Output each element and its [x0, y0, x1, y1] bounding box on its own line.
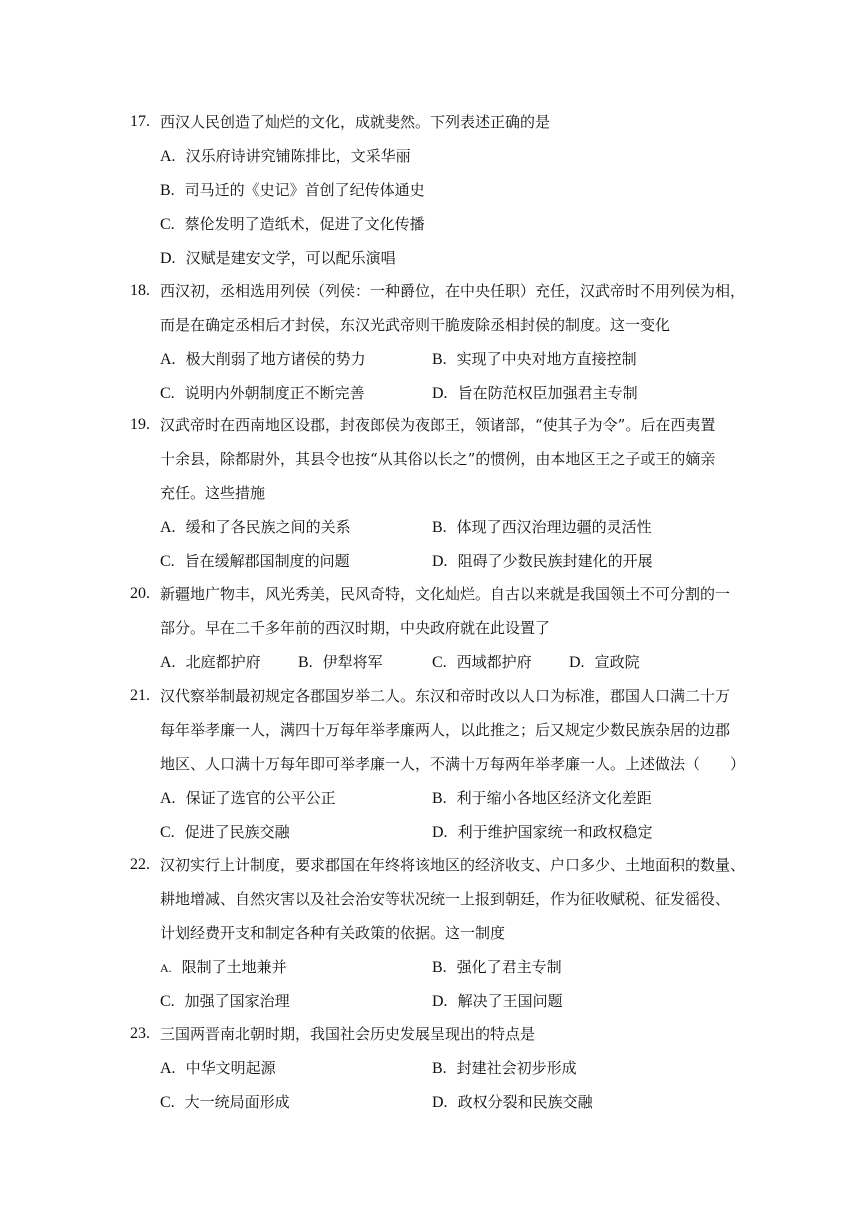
option-letter: D.	[432, 824, 448, 841]
option-b	[432, 517, 652, 538]
option-text: 宣政院	[594, 653, 640, 671]
option-letter: A.	[160, 790, 176, 807]
option-letter: D.	[160, 250, 176, 267]
question-stem: 每年举孝廉一人，满四十万每年举孝廉两人，以此推之；后又规定少数民族杂居的边郡	[160, 721, 731, 739]
option-c	[160, 383, 365, 404]
option-letter: C.	[160, 1094, 175, 1111]
option-text: 加强了国家治理	[184, 992, 290, 1010]
option-text: 保证了选官的公平公正	[185, 789, 336, 807]
option-text: 强化了君主专制	[456, 958, 562, 976]
question-stem: 汉代察举制最初规定各郡国岁举二人。东汉和帝时改以人口为标准，郡国人口满二十万	[160, 687, 731, 705]
question-stem: 新疆地广物丰，风光秀美，民风奇特，文化灿烂。自古以来就是我国领土不可分割的一	[160, 585, 731, 603]
option-text: 中华文明起源	[185, 1059, 276, 1077]
option-letter: D.	[432, 1094, 448, 1111]
option-b	[432, 788, 652, 809]
option-letter: B.	[432, 1060, 447, 1077]
question-stem: 西汉初，丞相选用列侯（列侯：一种爵位，在中央任职）充任，汉武帝时不用列侯为相，	[160, 282, 746, 300]
option-a	[160, 1058, 276, 1079]
option-text: 限制了土地兼并	[181, 958, 287, 976]
option-text: 旨在缓解郡国制度的问题	[184, 552, 350, 570]
option-letter: D.	[432, 553, 448, 570]
question-stem: 充任。这些措施	[160, 484, 266, 502]
question-stem: 十余县，除都尉外，其县令也按“从其俗以长之”的惯例，由本地区王之子或王的嫡亲	[160, 450, 716, 468]
option-d	[160, 248, 396, 269]
option-letter: C.	[160, 216, 175, 233]
option-b	[432, 957, 562, 978]
option-text: 蔡伦发明了造纸术，促进了文化传播	[184, 215, 425, 233]
option-d	[432, 822, 653, 843]
question-number: 17.	[130, 113, 150, 130]
option-text: 阻碍了少数民族封建化的开展	[457, 552, 653, 570]
option-c	[432, 652, 532, 673]
option-letter: C.	[160, 553, 175, 570]
option-a	[160, 517, 351, 538]
option-d	[432, 383, 638, 404]
option-letter: D.	[432, 385, 448, 402]
option-letter: C.	[160, 824, 175, 841]
option-c	[160, 1092, 290, 1113]
option-d	[432, 991, 563, 1012]
option-text: 伊犁将军	[322, 653, 383, 671]
option-letter: A.	[160, 654, 176, 671]
option-letter: B.	[432, 959, 447, 976]
option-b	[160, 180, 425, 201]
option-c	[160, 551, 350, 572]
question-stem: 地区、人口满十万每年即可举孝廉一人，不满十万每两年举孝廉一人。上述做法（ ）	[160, 755, 746, 773]
question-stem: 耕地增减、自然灾害以及社会治安等状况统一上报到朝廷，作为征收赋税、征发徭役、	[160, 890, 731, 908]
question-stem: 而是在确定丞相后才封侯，东汉光武帝则干脆废除丞相封侯的制度。这一变化	[160, 316, 671, 334]
option-letter: D.	[432, 993, 448, 1010]
option-a	[160, 652, 261, 673]
question-number: 22.	[130, 856, 150, 873]
question-number: 19.	[130, 416, 150, 433]
option-letter: D.	[569, 654, 585, 671]
option-a	[160, 349, 366, 370]
option-text: 促进了民族交融	[184, 823, 290, 841]
option-text: 说明内外朝制度正不断完善	[184, 384, 365, 402]
option-letter: A.	[160, 961, 172, 975]
option-letter: A.	[160, 351, 176, 368]
option-letter: B.	[432, 519, 447, 536]
question-number: 23.	[130, 1025, 150, 1042]
question-stem: 西汉人民创造了灿烂的文化，成就斐然。下列表述正确的是	[160, 113, 551, 131]
option-text: 利于维护国家统一和政权稳定	[457, 823, 653, 841]
option-text: 缓和了各民族之间的关系	[185, 518, 351, 536]
question-stem: 三国两晋南北朝时期，我国社会历史发展呈现出的特点是	[160, 1025, 536, 1043]
option-text: 大一统局面形成	[184, 1093, 290, 1111]
option-letter: A.	[160, 148, 176, 165]
option-b	[432, 1058, 577, 1079]
option-c	[160, 214, 425, 235]
option-text: 极大削弱了地方诸侯的势力	[185, 350, 366, 368]
option-a	[160, 957, 287, 978]
question-stem: 计划经费开支和制定各种有关政策的依据。这一制度	[160, 924, 506, 942]
option-text: 封建社会初步形成	[456, 1059, 577, 1077]
option-letter: B.	[432, 351, 447, 368]
option-text: 政权分裂和民族交融	[457, 1093, 593, 1111]
question-number: 20.	[130, 585, 150, 602]
option-letter: C.	[432, 654, 447, 671]
option-c	[160, 991, 290, 1012]
option-text: 旨在防范权臣加强君主专制	[457, 384, 638, 402]
option-text: 汉乐府诗讲究铺陈排比，文采华丽	[185, 147, 411, 165]
option-letter: C.	[160, 993, 175, 1010]
option-letter: A.	[160, 519, 176, 536]
option-text: 利于缩小各地区经济文化差距	[456, 789, 652, 807]
option-b	[298, 652, 383, 673]
option-text: 体现了西汉治理边疆的灵活性	[456, 518, 652, 536]
question-stem: 汉初实行上计制度，要求郡国在年终将该地区的经济收支、户口多少、土地面积的数量、	[160, 856, 746, 874]
option-text: 实现了中央对地方直接控制	[456, 350, 637, 368]
option-c	[160, 822, 290, 843]
option-letter: B.	[432, 790, 447, 807]
option-b	[432, 349, 637, 370]
option-text: 北庭都护府	[185, 653, 261, 671]
option-d	[569, 652, 640, 673]
option-letter: A.	[160, 1060, 176, 1077]
option-a	[160, 788, 336, 809]
option-text: 解决了王国问题	[457, 992, 563, 1010]
option-d	[432, 551, 653, 572]
option-text: 司马迁的《史记》首创了纪传体通史	[184, 181, 425, 199]
option-letter: B.	[298, 654, 313, 671]
question-stem: 部分。早在二千多年前的西汉时期，中央政府就在此设置了	[160, 619, 551, 637]
question-number: 21.	[130, 687, 150, 704]
question-stem: 汉武帝时在西南地区设郡，封夜郎侯为夜郎王，领诸部，“使其子为令”。后在西夷置	[160, 416, 716, 434]
option-d	[432, 1092, 593, 1113]
option-letter: C.	[160, 385, 175, 402]
question-number: 18.	[130, 282, 150, 299]
option-a	[160, 146, 411, 167]
option-text: 西域都护府	[456, 653, 532, 671]
option-letter: B.	[160, 182, 175, 199]
option-text: 汉赋是建安文学，可以配乐演唱	[185, 249, 396, 267]
